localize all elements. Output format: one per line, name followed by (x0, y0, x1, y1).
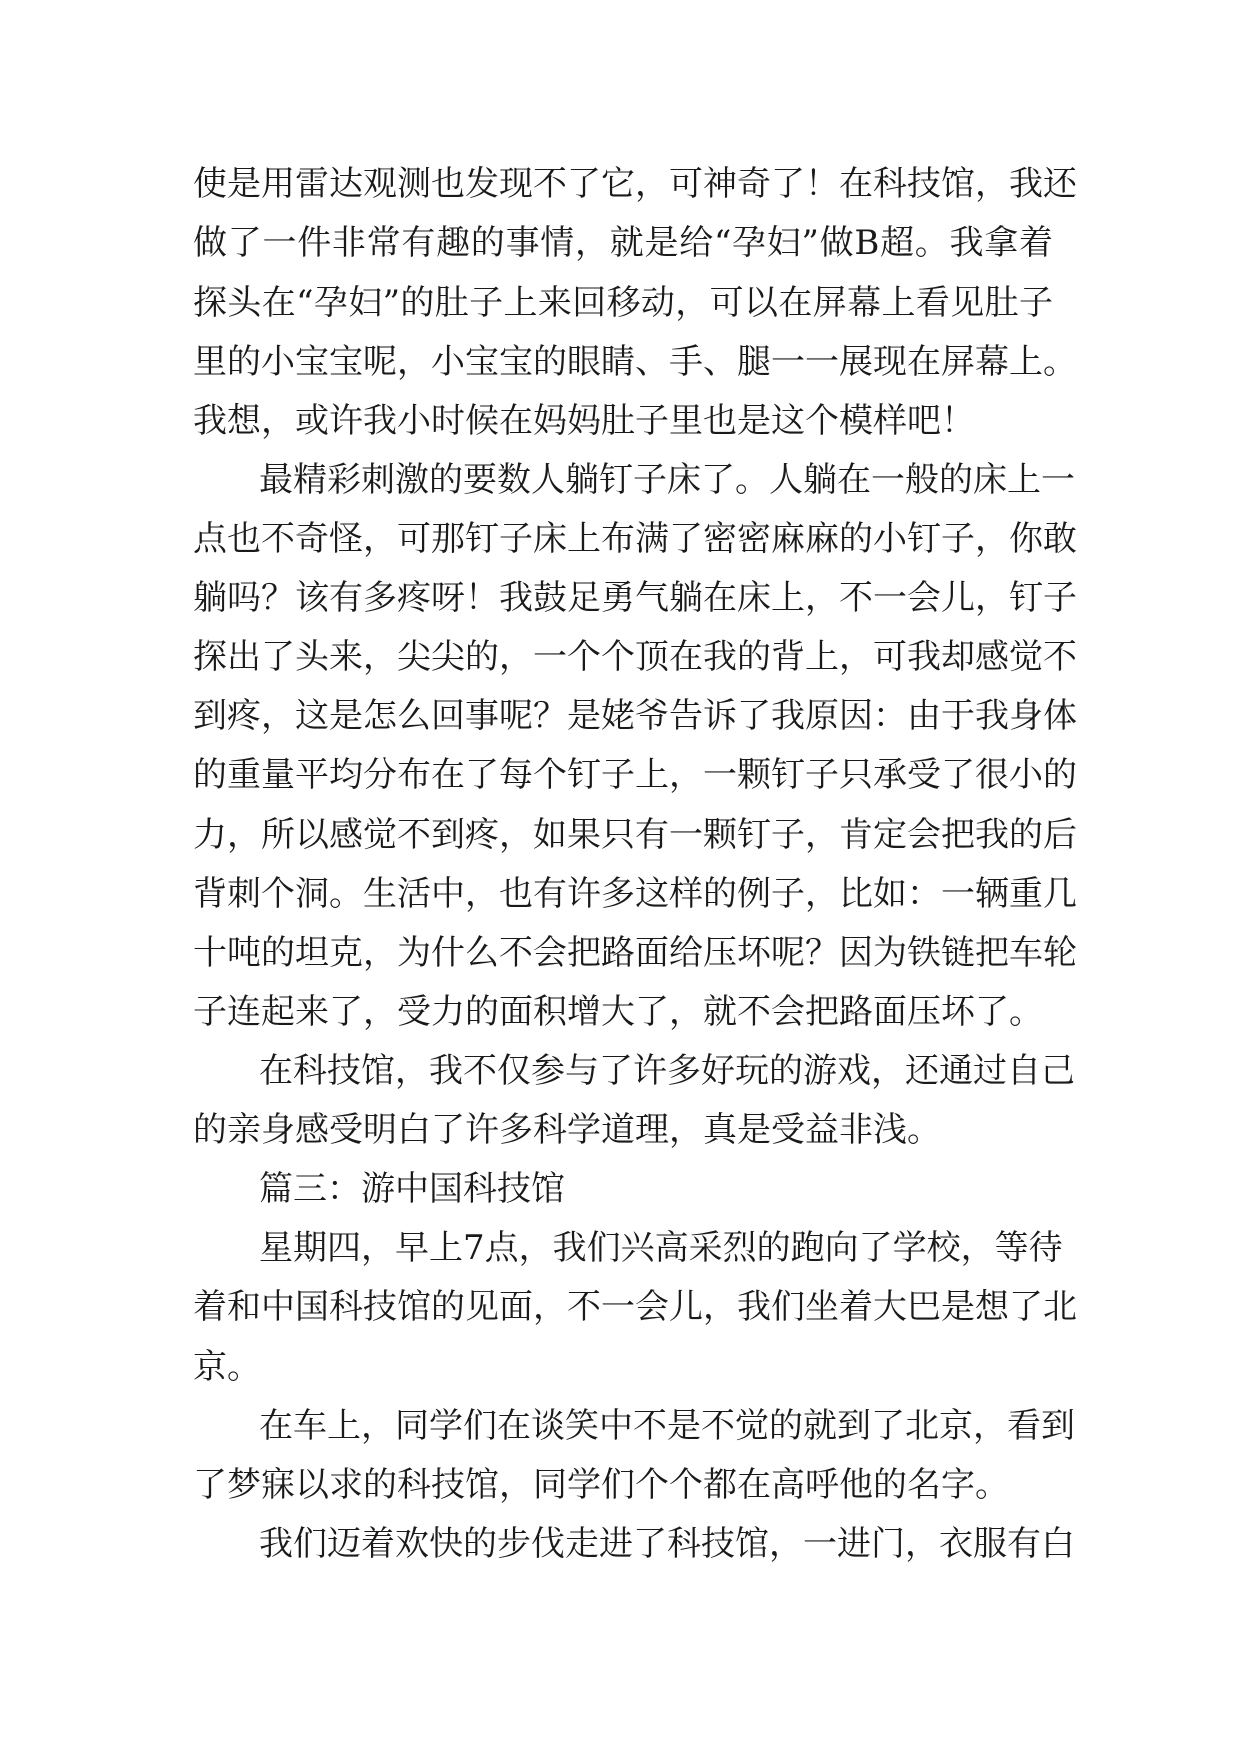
text-line (0, 981, 1241, 1043)
line-text: 躺吗？该有多疼呀！我鼓足勇气躺在床上，不一会儿，钉子 (193, 578, 1077, 618)
line-text: 使是用雷达观测也发现不了它，可神奇了！在科技馆，我还 (193, 164, 1077, 204)
line-text: 了梦寐以求的科技馆，同学们个个都在高呼他的名字。 (193, 1465, 1009, 1505)
text-line (0, 1276, 1241, 1338)
text-line (0, 685, 1241, 747)
text-line (0, 1454, 1241, 1516)
text-line (0, 1099, 1241, 1161)
paragraph-first-line (0, 1395, 1241, 1457)
paragraph-first-line (0, 1040, 1241, 1102)
line-text: 子连起来了，受力的面积增大了，就不会把路面压坏了。 (193, 992, 1043, 1032)
section-heading (0, 1158, 1241, 1220)
text-line (0, 508, 1241, 570)
text-line (0, 272, 1241, 334)
text-line (0, 922, 1241, 984)
line-text: 探出了头来，尖尖的，一个个顶在我的背上，可我却感觉不 (193, 637, 1077, 677)
line-text: 着和中国科技馆的见面，不一会儿，我们坐着大巴是想了北 (193, 1287, 1077, 1327)
line-text: 京。 (193, 1347, 261, 1387)
line-text: 到疼，这是怎么回事呢？是姥爷告诉了我原因：由于我身体 (193, 696, 1077, 736)
line-text: 探头在“孕妇”的肚子上来回移动，可以在屏幕上看见肚子 (193, 283, 1053, 323)
text-line (0, 744, 1241, 806)
text-line (0, 153, 1241, 215)
line-text: 最精彩刺激的要数人躺钉子床了。人躺在一般的床上一 (259, 460, 1075, 500)
paragraph-first-line (0, 1217, 1241, 1279)
paragraph-first-line (0, 449, 1241, 511)
line-text: 的重量平均分布在了每个钉子上，一颗钉子只承受了很小的 (193, 755, 1077, 795)
text-line (0, 863, 1241, 925)
line-text: 点也不奇怪，可那钉子床上布满了密密麻麻的小钉子，你敢 (193, 519, 1077, 559)
line-text: 我想，或许我小时候在妈妈肚子里也是这个模样吧！ (193, 401, 975, 441)
text-line (0, 567, 1241, 629)
text-line (0, 390, 1241, 452)
section-title: 篇三：游中国科技馆 (259, 1169, 565, 1209)
line-text: 做了一件非常有趣的事情，就是给“孕妇”做B超。我拿着 (193, 223, 1053, 263)
text-line (0, 331, 1241, 393)
paragraph-first-line (0, 1513, 1241, 1575)
line-text: 星期四，早上7点，我们兴高采烈的跑向了学校，等待 (259, 1228, 1063, 1268)
text-line (0, 804, 1241, 866)
text-line (0, 212, 1241, 274)
line-text: 我们迈着欢快的步伐走进了科技馆，一进门，衣服有白 (259, 1524, 1075, 1564)
line-text: 的亲身感受明白了许多科学道理，真是受益非浅。 (193, 1110, 941, 1150)
text-line (0, 1336, 1241, 1398)
line-text: 背刺个洞。生活中，也有许多这样的例子，比如：一辆重几 (193, 874, 1077, 914)
line-text: 力，所以感觉不到疼，如果只有一颗钉子，肯定会把我的后 (193, 815, 1077, 855)
text-line (0, 626, 1241, 688)
line-text: 里的小宝宝呢，小宝宝的眼睛、手、腿一一展现在屏幕上。 (193, 342, 1077, 382)
line-text: 在车上，同学们在谈笑中不是不觉的就到了北京，看到 (259, 1406, 1075, 1446)
line-text: 十吨的坦克，为什么不会把路面给压坏呢？因为铁链把车轮 (193, 933, 1077, 973)
line-text: 在科技馆，我不仅参与了许多好玩的游戏，还通过自己 (259, 1051, 1075, 1091)
